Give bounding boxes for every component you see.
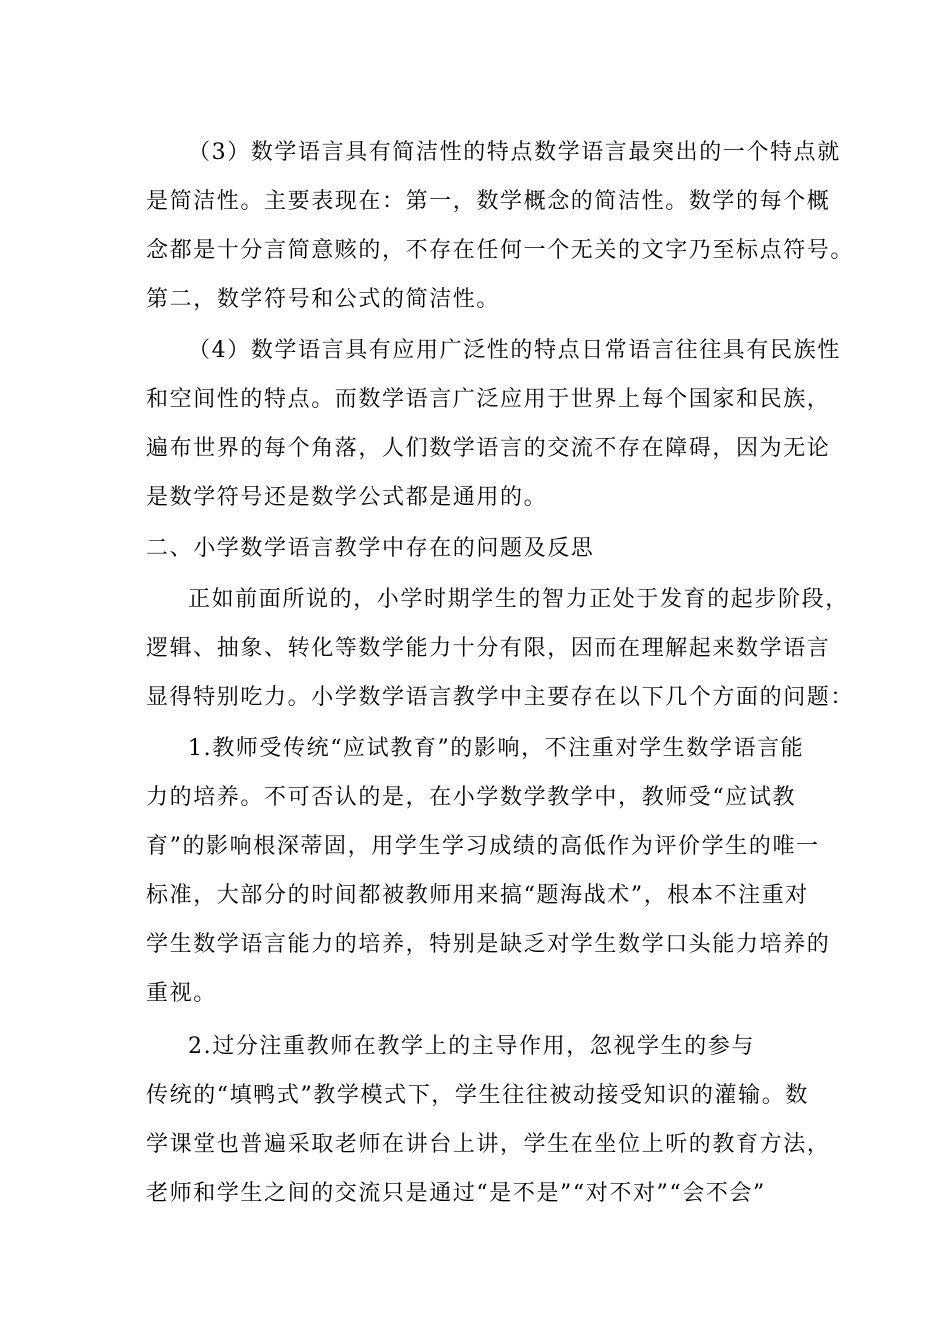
intro-line-3: 显得特别吃力。小学数学语言教学中主要存在以下几个方面的问题：	[146, 685, 855, 710]
point-1-line-1: 1.教师受传统“应试教育”的影响，不注重对学生数学语言能	[188, 736, 805, 761]
paragraph-3-line-4: 第二，数学符号和公式的简洁性。	[146, 287, 501, 312]
point-1-line-6: 重视。	[146, 981, 217, 1006]
intro-line-2: 逻辑、抽象、转化等数学能力十分有限，因而在理解起来数学语言	[146, 636, 831, 661]
point-2-line-2: 传统的“填鸭式”教学模式下，学生往往被动接受知识的灌输。数	[146, 1083, 809, 1108]
point-1-line-5: 学生数学语言能力的培养，特别是缺乏对学生数学口头能力培养的	[146, 932, 831, 957]
intro-line-1: 正如前面所说的，小学时期学生的智力正处于发育的起步阶段，	[188, 587, 849, 612]
point-2-line-3: 学课堂也普遍采取老师在讲台上讲，学生在坐位上听的教育方法，	[146, 1132, 831, 1157]
paragraph-3-line-3: 念都是十分言简意赅的，不存在任何一个无关的文字乃至标点符号。	[146, 238, 855, 263]
section-heading: 二、小学数学语言教学中存在的问题及反思	[146, 536, 595, 561]
paragraph-3-line-2: 是简洁性。主要表现在：第一，数学概念的简洁性。数学的每个概	[146, 189, 831, 214]
paragraph-4-line-4: 是数学符号还是数学公式都是通用的。	[146, 485, 548, 510]
point-2-line-4: 老师和学生之间的交流只是通过“是不是”“对不对”“会不会”	[146, 1181, 766, 1206]
point-1-line-3: 育”的影响根深蒂固，用学生学习成绩的高低作为评价学生的唯一	[146, 834, 820, 859]
paragraph-3-line-1: （3）数学语言具有简洁性的特点数学语言最突出的一个特点就	[188, 140, 841, 165]
paragraph-4-line-1: （4）数学语言具有应用广泛性的特点日常语言往往具有民族性	[188, 338, 841, 363]
point-1-line-2: 力的培养。不可否认的是，在小学数学教学中，教师受“应试教	[146, 785, 797, 810]
paragraph-4-line-2: 和空间性的特点。而数学语言广泛应用于世界上每个国家和民族，	[146, 387, 831, 412]
paragraph-4-line-3: 遍布世界的每个角落，人们数学语言的交流不存在障碍，因为无论	[146, 436, 831, 461]
point-2-line-1: 2.过分注重教师在教学上的主导作用，忽视学生的参与	[188, 1034, 755, 1059]
point-1-line-4: 标准，大部分的时间都被教师用来搞“题海战术”，根本不注重对	[146, 883, 809, 908]
